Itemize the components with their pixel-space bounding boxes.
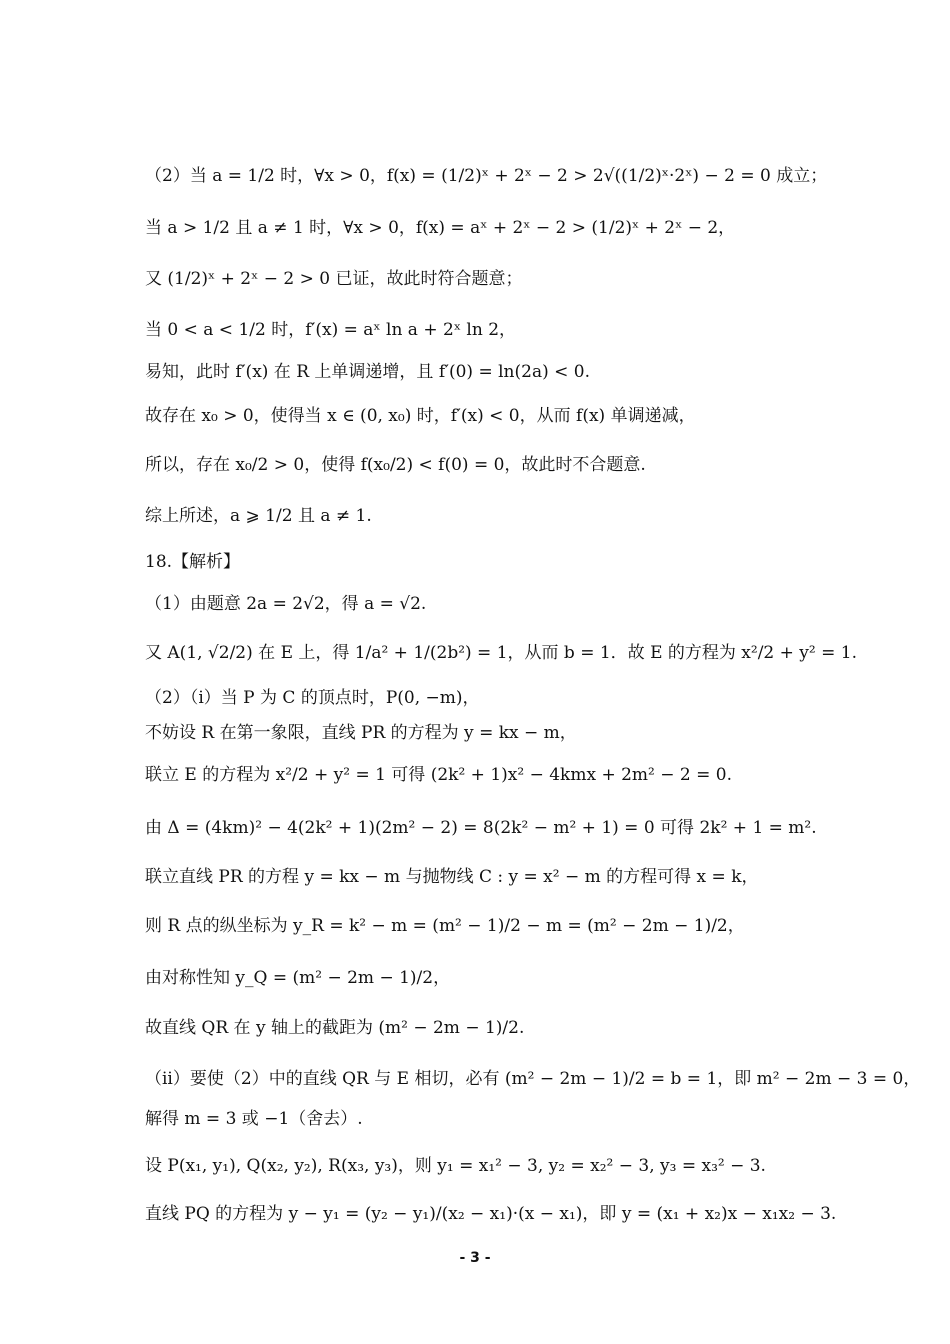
text-line: 设 P(x₁, y₁), Q(x₂, y₂), R(x₃, y₃)，则 y₁ = x₁² − 3, y₂ = x₂² − 3, y₃ = x₃² − 3. <box>145 1156 766 1176</box>
text-line: 故存在 x₀ > 0，使得当 x ∈ (0, x₀) 时，f′(x) < 0，从而 f(x) 单调递减， <box>145 406 696 426</box>
text-line: 又 A(1, √2/2) 在 E 上，得 1/a² + 1/(2b²) = 1，从而 b = 1．故 E 的方程为 x²/2 + y² = 1. <box>145 643 857 663</box>
text-line: 易知，此时 f′(x) 在 R 上单调递增，且 f′(0) = ln(2a) < 0. <box>145 362 590 382</box>
text-line: 故直线 QR 在 y 轴上的截距为 (m² − 2m − 1)/2. <box>145 1018 525 1038</box>
text-line: （ii）要使（2）中的直线 QR 与 E 相切，必有 (m² − 2m − 1)/2 = b = 1，即 m² − 2m − 3 = 0， <box>145 1069 921 1089</box>
text-line: 解得 m = 3 或 −1（舍去）. <box>145 1109 363 1129</box>
text-line: （2）（i）当 P 为 C 的顶点时，P(0, −m)， <box>145 688 480 708</box>
text-line: 则 R 点的纵坐标为 y_R = k² − m = (m² − 1)/2 − m = (m² − 2m − 1)/2， <box>145 916 745 936</box>
text-line: （2）当 a = 1/2 时，∀x > 0，f(x) = (1/2)ˣ + 2ˣ − 2 > 2√((1/2)ˣ·2ˣ) − 2 = 0 成立； <box>145 166 828 186</box>
text-line: （1）由题意 2a = 2√2，得 a = √2. <box>145 594 427 614</box>
text-line: 联立 E 的方程为 x²/2 + y² = 1 可得 (2k² + 1)x² − 4kmx + 2m² − 2 = 0. <box>145 765 732 785</box>
text-line: 联立直线 PR 的方程 y = kx − m 与抛物线 C : y = x² − m 的方程可得 x = k， <box>145 867 759 887</box>
page-number: - 3 - <box>459 1250 491 1266</box>
section-heading: 18.【解析】 <box>145 552 241 572</box>
text-line: 综上所述，a ⩾ 1/2 且 a ≠ 1. <box>145 506 372 526</box>
text-line: 由对称性知 y_Q = (m² − 2m − 1)/2， <box>145 968 451 988</box>
text-line: 所以，存在 x₀/2 > 0，使得 f(x₀/2) < f(0) = 0，故此时不合题意. <box>145 455 646 475</box>
text-line: 由 Δ = (4km)² − 4(2k² + 1)(2m² − 2) = 8(2k² − m² + 1) = 0 可得 2k² + 1 = m². <box>145 818 817 838</box>
text-line: 又 (1/2)ˣ + 2ˣ − 2 > 0 已证，故此时符合题意； <box>145 269 523 289</box>
text-line: 当 a > 1/2 且 a ≠ 1 时，∀x > 0，f(x) = aˣ + 2ˣ − 2 > (1/2)ˣ + 2ˣ − 2， <box>145 218 736 238</box>
text-line: 不妨设 R 在第一象限，直线 PR 的方程为 y = kx − m， <box>145 723 577 743</box>
text-line: 当 0 < a < 1/2 时，f′(x) = aˣ ln a + 2ˣ ln 2， <box>145 320 517 340</box>
text-line: 直线 PQ 的方程为 y − y₁ = (y₂ − y₁)/(x₂ − x₁)·(x − x₁)，即 y = (x₁ + x₂)x − x₁x₂ − 3. <box>145 1204 837 1224</box>
